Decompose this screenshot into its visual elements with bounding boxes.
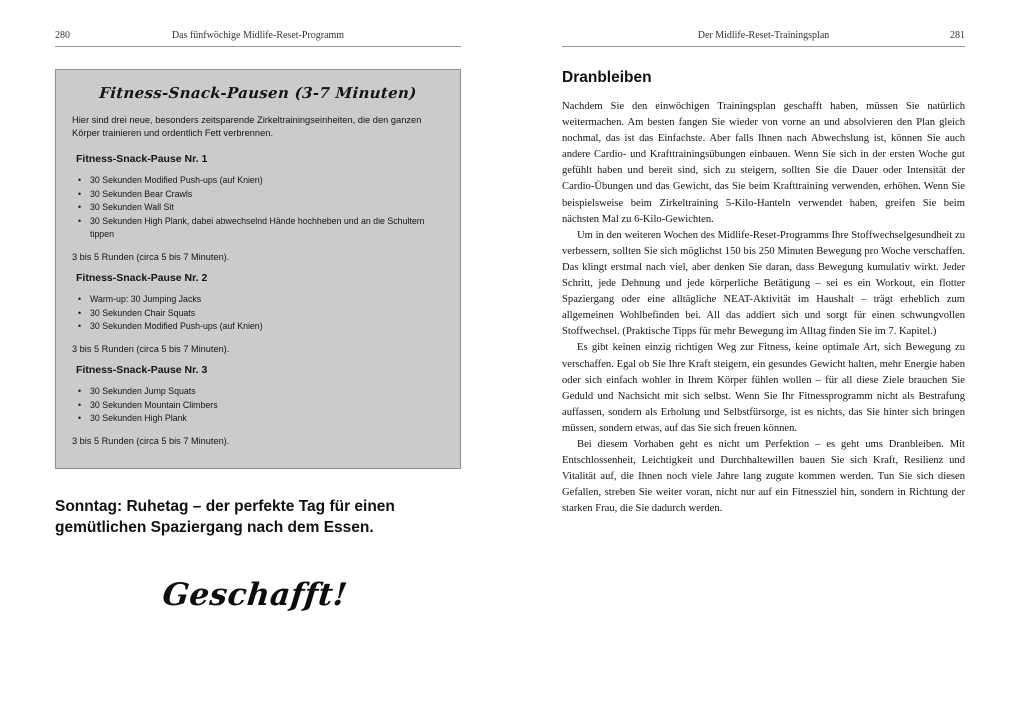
sunday-rest-day-heading: Sonntag: Ruhetag – der perfekte Tag für einen gemütlichen Spaziergang nach dem Essen. (55, 497, 395, 536)
fitness-section-3-rounds: 3 bis 5 Runden (circa 5 bis 7 Minuten). (72, 435, 230, 446)
left-running-head (55, 30, 461, 47)
right-page-number: 281 (950, 30, 965, 41)
fitness-section-3-bullets (78, 385, 444, 426)
left-running-title: Das fünfwöchige Midlife-Reset-Programm (171, 30, 345, 41)
bullet-item: • 30 Sekunden Modified Push-ups (auf Knien) (78, 174, 444, 188)
bullet-item: • 30 Sekunden Jump Squats (78, 385, 444, 399)
left-page-number: 280 (55, 30, 70, 41)
fitness-box-title: Fitness-Snack-Pausen (3-7 Minuten) (98, 84, 418, 102)
bullet-item: • 30 Sekunden Chair Squats (78, 307, 444, 321)
bullet-item: • Warm-up: 30 Jumping Jacks (78, 293, 444, 307)
right-running-head (562, 30, 965, 47)
fitness-section-1-bullets (78, 174, 444, 242)
body-paragraph: Um in den weiteren Wochen des Midlife-Reset-Programms Ihre Stoffwechselgesundheit zu verbessern, sollten Sie sich möglichst 150 bis 250 Minuten Bewegung pro Woche verschaffen. Das klingt erstmal nach viel, aber denken Sie daran, dass Bewegung kumulativ wirkt. Jeder Schritt, jede Dehnung und jede körperliche Betätigung – sei es ein Workout, ein flotter Spaziergang oder eine alltägliche NEAT-Aktivität im Haushalt – trägt erheblich zum allgemeinen Wohlbefinden bei. All das addiert sich und sorgt für einen schwungvollen Stoffwechsel. (Praktische Tipps für mehr Bewegung im Alltag finden Sie im 7. Kapitel.) (562, 229, 965, 338)
bullet-item: • 30 Sekunden Bear Crawls (78, 188, 444, 202)
right-running-title: Der Midlife-Reset-Trainingsplan (697, 30, 830, 41)
bullet-item: • 30 Sekunden High Plank (78, 412, 444, 426)
body-paragraph: Es gibt keinen einzig richtigen Weg zur Fitness, keine optimale Art, sich Bewegung zu verschaffen. Egal ob Sie Ihre Kraft steigern, ein gesundes Gewicht halten, mehr Energie haben oder sich einfach wohler in Ihrem Körper fühlen wollen – für all diese Ziele brauchen Sie Geduld und Nachsicht mit sich selbst. Wenn Sie Ihr Fitnessprogramm nicht als Bestrafung auffassen, sondern als Erholung und Selbstfürsorge, ist es nichts, das Sie hinter sich bringen müssen, sondern etwas, auf das Sie sich freuen können. (562, 342, 965, 434)
body-paragraph: Nachdem Sie den einwöchigen Trainingsplan geschafft haben, müssen Sie natürlich weitermachen. Am besten fangen Sie wieder von vorne an und absolvieren den Plan gleich nochmal, das ist das Einfachste. Aber falls Ihnen nach Abwechslung ist, können Sie auch andere Cardio- und Krafttrainingsübungen einbauen. Wenn Sie sich in der ersten Woche gut gefühlt haben und bereit sind, sich zu steigern, sollten Sie die Dauer oder Intensität der Cardio-Übungen und das Gewicht, das Sie beim Krafttraining verwenden, erhöhen. Wenn Sie beispielsweise beim Zirkeltraining 5-Kilo-Hanteln verwendet haben, greifen Sie beim nächsten Mal zu 6-Kilo-Gewichten. (562, 101, 965, 225)
right-page (562, 30, 965, 517)
fitness-section-2-bullets (78, 293, 444, 334)
fitness-snack-box (55, 69, 461, 469)
body-paragraph: Bei diesem Vorhaben geht es nicht um Perfektion – es geht ums Dranbleiben. Mit Entschlossenheit, Leichtigkeit und Durchhaltewillen bauen Sie sich Kraft, Resilienz und Vitalität auf, die Ihnen noch viele Jahre lang zugute kommen werden. Tun Sie sich diesen Gefallen, streben Sie weiter voran, nicht nur auf ein Fitnessziel hin, sondern in Richtung der starken Frau, die Sie dadurch werden. (562, 438, 965, 515)
bullet-item: • 30 Sekunden High Plank, dabei abwechselnd Hände hochheben und an die Schultern tippen (78, 215, 444, 242)
fitness-section-2-rounds: 3 bis 5 Runden (circa 5 bis 7 Minuten). (72, 343, 230, 354)
fitness-section-2-heading: Fitness-Snack-Pause Nr. 2 (76, 272, 208, 285)
left-page (55, 30, 461, 613)
fitness-section-1-rounds: 3 bis 5 Runden (circa 5 bis 7 Minuten). (72, 252, 230, 263)
fitness-section-1-heading: Fitness-Snack-Pause Nr. 1 (76, 152, 208, 165)
fitness-box-intro: Hier sind drei neue, besonders zeitsparende Zirkeltrainingseinheiten, die den ganzen Körper trainieren und ordentlich Fett verbrennen. (72, 115, 422, 139)
bullet-item: • 30 Sekunden Mountain Climbers (78, 399, 444, 413)
bullet-item: • 30 Sekunden Modified Push-ups (auf Knien) (78, 320, 444, 334)
dranbleiben-heading: Dranbleiben (562, 69, 652, 86)
handwritten-geschafft: Geschafft! (160, 576, 350, 613)
bullet-item: • 30 Sekunden Wall Sit (78, 201, 444, 215)
fitness-section-3-heading: Fitness-Snack-Pause Nr. 3 (76, 363, 208, 376)
